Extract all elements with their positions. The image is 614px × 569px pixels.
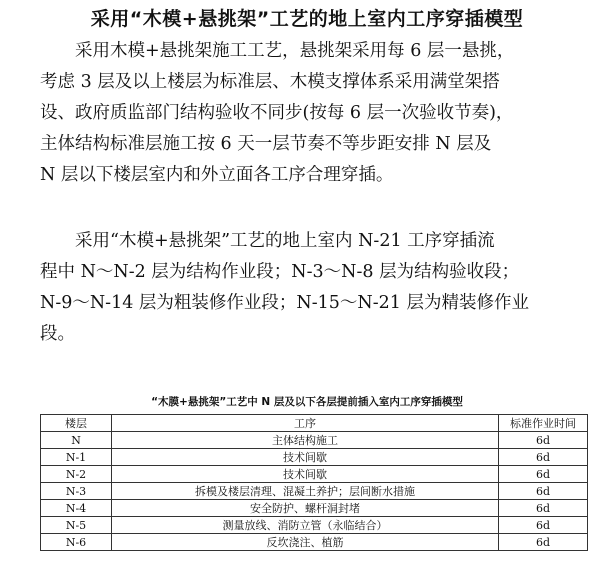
paragraph-2-line: N-9～N-14 层为粗装修作业段；N-15～N-21 层为精装修作业 [40, 293, 529, 313]
paragraph-1-line: N 层以下楼层室内和外立面各工序合理穿插。 [40, 165, 394, 185]
cell-process: 技术间歇 [112, 449, 499, 466]
table-row [41, 432, 588, 449]
cell-duration: 6d [499, 483, 588, 500]
cell-duration: 6d [499, 449, 588, 466]
cell-floor: N-5 [41, 517, 112, 534]
cell-floor: N-6 [41, 534, 112, 551]
cell-floor: N-1 [41, 449, 112, 466]
header-process: 工序 [112, 415, 499, 432]
paragraph-1-line: 采用木模+悬挑架施工工艺，悬挑架采用每 6 层一悬挑， [75, 41, 515, 61]
table-row [41, 534, 588, 551]
document-title: 采用“木模+悬挑架”工艺的地上室内工序穿插模型 [90, 8, 524, 30]
table-row [41, 517, 588, 534]
table-row [41, 449, 588, 466]
paragraph-1-line: 主体结构标准层施工按 6 天一层节奏不等步距安排 N 层及 [40, 134, 492, 154]
cell-duration: 6d [499, 466, 588, 483]
table-caption: “木膜+悬挑架”工艺中 N 层及以下各层提前插入室内工序穿插模型 [151, 396, 463, 408]
table-row [41, 500, 588, 517]
header-duration: 标准作业时间 [499, 415, 588, 432]
cell-process: 反坎浇注、植筋 [112, 534, 499, 551]
process-table [40, 414, 588, 551]
paragraph-2 [40, 226, 600, 350]
table-row [41, 466, 588, 483]
paragraph-2-line: 段。 [40, 324, 75, 344]
cell-process: 主体结构施工 [112, 432, 499, 449]
table-header-row [41, 415, 588, 432]
cell-duration: 6d [499, 432, 588, 449]
cell-duration: 6d [499, 534, 588, 551]
table-row [41, 483, 588, 500]
paragraph-1 [40, 36, 600, 191]
cell-duration: 6d [499, 517, 588, 534]
paragraph-2-line: 程中 N～N-2 层为结构作业段；N-3～N-8 层为结构验收段； [40, 262, 520, 282]
cell-process: 测量放线、消防立管（永临结合） [112, 517, 499, 534]
header-floor: 楼层 [41, 415, 112, 432]
cell-floor: N [41, 432, 112, 449]
cell-duration: 6d [499, 500, 588, 517]
cell-process: 技术间歇 [112, 466, 499, 483]
cell-process: 安全防护、螺杆洞封堵 [112, 500, 499, 517]
paragraph-1-line: 考虑 3 层及以上楼层为标准层、木模支撑体系采用满堂架搭 [40, 72, 500, 92]
cell-floor: N-2 [41, 466, 112, 483]
cell-floor: N-3 [41, 483, 112, 500]
paragraph-2-line: 采用“木模+悬挑架”工艺的地上室内 N-21 工序穿插流 [75, 231, 495, 251]
paragraph-1-line: 设、政府质监部门结构验收不同步(按每 6 层一次验收节奏)， [40, 103, 514, 123]
cell-floor: N-4 [41, 500, 112, 517]
cell-process: 拆模及楼层清理、混凝土养护；层间断水措施 [112, 483, 499, 500]
